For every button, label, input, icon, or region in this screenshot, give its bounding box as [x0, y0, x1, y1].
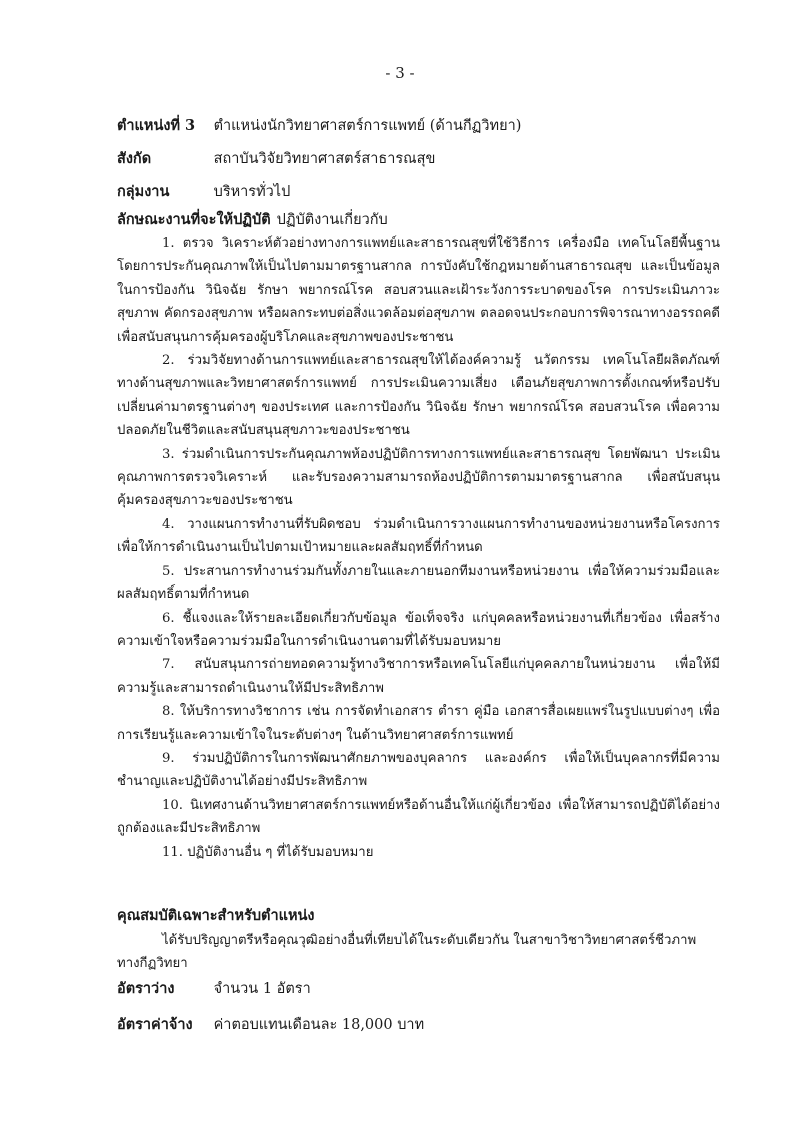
- duty-item: 1. ตรวจ วิเคราะห์ตัวอย่างทางการแพทย์และสาธารณสุขที่ใช้วิธีการ เครื่องมือ เทคโนโลยีพื้นฐาน โดยการประกันคุณภาพให้เป็นไปตามมาตรฐานสากล การบังคับใช้กฎหมายด้านสาธารณสุข และเป็นข้อมูลในการป้องกัน วินิจฉัย รักษา พยากรณ์โรค สอบสวนและเฝ้าระวังการระบาดของโรค การประเมินภาวะสุขภาพ คัดกรองสุขภาพ หรือผลกระทบต่อสิ่งแวดล้อมต่อสุขภาพ ตลอดจนประกอบการพิจารณาทางอรรถคดี เพื่อสนับสนุนการคุ้มครองผู้บริโภคและสุขภาพของประชาชน: [117, 236, 720, 345]
- salary-row: [117, 1013, 424, 1036]
- duty-item: 8. ให้บริการทางวิชาการ เช่น การจัดทำเอกสาร ตำรา คู่มือ เอกสารสื่อเผยแพร่ในรูปแบบต่างๆ เพื่อการเรียนรู้และความเข้าใจในระดับต่างๆ ในด้านวิทยาศาสตร์การแพทย์: [117, 704, 720, 743]
- workgroup-label: กลุ่มงาน: [117, 183, 170, 200]
- qualifications-title: คุณสมบัติเฉพาะสำหรับตำแหน่ง: [117, 907, 315, 924]
- vacancy-row: [117, 977, 311, 1000]
- duties-intro: ปฏิบัติงานเกี่ยวกับ: [276, 212, 388, 228]
- salary-value: ค่าตอบแทนเดือนละ 18,000 บาท: [213, 1017, 425, 1033]
- duty-item: 11. ปฏิบัติงานอื่น ๆ ที่ได้รับมอบหมาย: [162, 844, 374, 860]
- duty-item: 4. วางแผนการทำงานที่รับผิดชอบ ร่วมดำเนินการวางแผนการทำงานของหน่วยงานหรือโครงการ เพื่อให้การดำเนินงานเป็นไปตามเป้าหมายและผลสัมฤทธิ์ที่กำหนด: [117, 516, 720, 556]
- workgroup-value: บริหารทั่วไป: [213, 184, 291, 200]
- position-row: [117, 114, 521, 137]
- page-number: - 3 -: [385, 64, 415, 82]
- position-value: ตำแหน่งนักวิทยาศาสตร์การแพทย์ (ด้านกีฏวิทยา): [213, 118, 522, 134]
- duty-item: 6. ชี้แจงและให้รายละเอียดเกี่ยวกับข้อมูล ข้อเท็จจริง แก่บุคคลหรือหน่วยงานที่เกี่ยวข้อง เพื่อสร้างความเข้าใจหรือความร่วมมือในการดำเนินงานตามที่ได้รับมอบหมาย: [117, 610, 720, 649]
- vacancy-value: จำนวน 1 อัตรา: [213, 981, 311, 997]
- duties-title: ลักษณะงานที่จะให้ปฏิบัติ: [117, 211, 271, 228]
- qualifications-text: ได้รับปริญญาตรีหรือคุณวุฒิอย่างอื่นที่เทียบได้ในระดับเดียวกัน ในสาขาวิชาวิทยาศาสตร์ชีวภาพ ทางกีฏวิทยา: [117, 933, 697, 972]
- affiliation-label: สังกัด: [117, 150, 152, 167]
- duty-item: 9. ร่วมปฏิบัติการในการพัฒนาศักยภาพของบุคลากร และองค์กร เพื่อให้เป็นบุคลากรที่มีความชำนาญและปฏิบัติงานได้อย่างมีประสิทธิภาพ: [117, 750, 720, 790]
- duty-item: 3. ร่วมดำเนินการประกันคุณภาพห้องปฏิบัติการทางการแพทย์และสาธารณสุข โดยพัฒนา ประเมินคุณภาพการตรวจวิเคราะห์ และรับรองความสามารถห้องปฏิบัติการตามมาตรฐานสากล เพื่อสนับสนุน คุ้มครองสุขภาวะของประชาชน: [117, 446, 720, 509]
- duties-heading: [117, 208, 388, 231]
- duties-list: [117, 232, 720, 864]
- workgroup-row: [117, 180, 290, 203]
- duty-item: 7. สนับสนุนการถ่ายทอดความรู้ทางวิชาการหรือเทคโนโลยีแก่บุคคลภายในหน่วยงาน เพื่อให้มีความรู้และสามารถดำเนินงานให้มีประสิทธิภาพ: [117, 657, 720, 696]
- duty-item: 5. ประสานการทำงานร่วมกันทั้งภายในและภายนอกทีมงานหรือหน่วยงาน เพื่อให้ความร่วมมือและผลสัมฤทธิ์ตามที่กำหนด: [117, 563, 720, 603]
- vacancy-label: อัตราว่าง: [117, 980, 175, 997]
- duty-item: 2. ร่วมวิจัยทางด้านการแพทย์และสาธารณสุขให้ได้องค์ความรู้ นวัตกรรม เทคโนโลยีผลิตภัณฑ์ ทางด้านสุขภาพและวิทยาศาสตร์การแพทย์ การประเมินความเสี่ยง เตือนภัยสุขภาพการตั้งเกณฑ์หรือปรับเปลี่ยนค่ามาตรฐานต่างๆ ของประเทศ และการป้องกัน วินิจฉัย รักษา พยากรณ์โรค สอบสวนโรค เพื่อความปลอดภัยในชีวิตและสนับสนุนสุขภาวะของประชาชน: [117, 353, 720, 439]
- affiliation-value: สถาบันวิจัยวิทยาศาสตร์สาธารณสุข: [213, 151, 436, 167]
- position-label: ตำแหน่งที่ 3: [117, 117, 196, 134]
- salary-label: อัตราค่าจ้าง: [117, 1016, 193, 1033]
- affiliation-row: [117, 147, 435, 170]
- duty-item: 10. นิเทศงานด้านวิทยาศาสตร์การแพทย์หรือด้านอื่นให้แก่ผู้เกี่ยวข้อง เพื่อให้สามารถปฏิบัติได้อย่างถูกต้องและมีประสิทธิภาพ: [117, 797, 720, 837]
